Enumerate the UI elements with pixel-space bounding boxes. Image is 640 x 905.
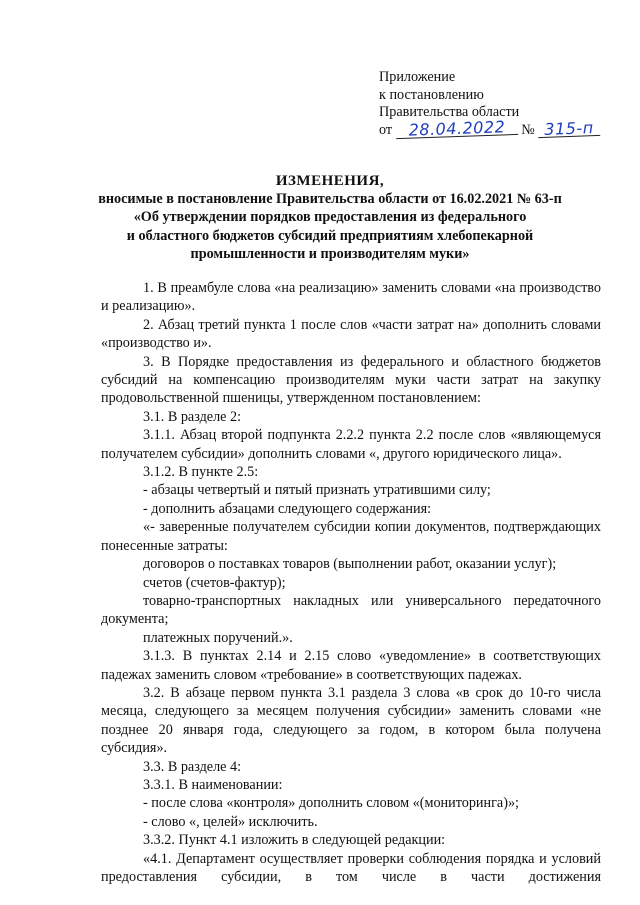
paragraph: 3.1. В разделе 2: (143, 408, 242, 425)
paragraph: - абзацы четвертый и пятый признать утратившими силу; (143, 482, 491, 499)
handwritten-number: 315-п (538, 120, 600, 137)
appendix-line-3: Правительства области (379, 104, 520, 120)
title-line-3: и областного бюджетов субсидий предприятиям хлебопекарной (126, 227, 534, 244)
paragraph: - слово «, целей» исключить. (143, 813, 318, 830)
paragraph: «- заверенные получателем субсидии копии документов, подтверждающих понесенные затраты: (101, 519, 601, 554)
paragraph: счетов (счетов-фактур); (143, 574, 286, 591)
appendix-header (379, 69, 600, 139)
document-title (60, 172, 600, 263)
paragraph: 3.1.3. В пунктах 2.14 и 2.15 слово «уведомление» в соответствующих падежах заменить словом «требование» в соответствующих падежах. (101, 648, 601, 683)
handwritten-date: 28.04.2022 (395, 119, 517, 138)
paragraph: 3.2. В абзаце первом пункта 3.1 раздела 3 слова «в срок до 10-го числа месяца, следующего за месяцем получения субсидии» заменить словами «не позднее 20 января года, следующего за годом, в котором была получена субсидия». (101, 684, 601, 757)
paragraph: 3.3. В разделе 4: (143, 758, 242, 775)
paragraph: 1. В преамбуле слова «на реализацию» заменить словами «на производство и реализацию». (101, 280, 601, 315)
paragraph: платежных поручений.». (143, 629, 293, 646)
paragraph: товарно-транспортных накладных или универсального передаточного документа; (101, 592, 601, 628)
paragraph: договоров о поставках товаров (выполнении работ, оказании услуг); (143, 556, 557, 573)
title-line-1: вносимые в постановление Правительства области от 16.02.2021 № 63-п (98, 191, 562, 208)
title-line-4: промышленности и производителям муки» (190, 245, 470, 262)
paragraph: - дополнить абзацами следующего содержания: (143, 500, 432, 517)
paragraph: - после слова «контроля» дополнить словом «(мониторинга)»; (143, 795, 519, 812)
document-body (101, 279, 601, 886)
paragraph: 3.1.2. В пункте 2.5: (143, 464, 259, 481)
number-label: № (521, 121, 535, 138)
title-heading: ИЗМЕНЕНИЯ, (275, 173, 385, 189)
paragraph: 3.3.1. В наименовании: (143, 776, 283, 793)
title-line-2: «Об утверждении порядков предоставления из федерального (133, 209, 527, 226)
paragraph: 3.1.1. Абзац второй подпункта 2.2.2 пункта 2.2 после слов «являющемуся получателем субсидии» дополнить словами «, другого юридического лица». (101, 427, 601, 462)
appendix-line-1: Приложение (379, 69, 456, 85)
paragraph: 3.3.2. Пункт 4.1 изложить в следующей редакции: (143, 832, 446, 849)
from-label: от (379, 121, 393, 138)
paragraph: 2. Абзац третий пункта 1 после слов «части затрат на» дополнить словами «производство и». (101, 316, 601, 352)
appendix-line-2: к постановлению (379, 86, 484, 103)
paragraph: 3. В Порядке предоставления из федерального и областного бюджетов субсидий на компенсацию производителям муки части затрат на закупку продовольственной пшеницы, утвержденном постановлением: (101, 353, 601, 407)
appendix-date-number-line (379, 116, 600, 140)
paragraph: «4.1. Департамент осуществляет проверки соблюдения порядка и условий предоставления субсидии, в том числе в части достижения (101, 850, 601, 885)
